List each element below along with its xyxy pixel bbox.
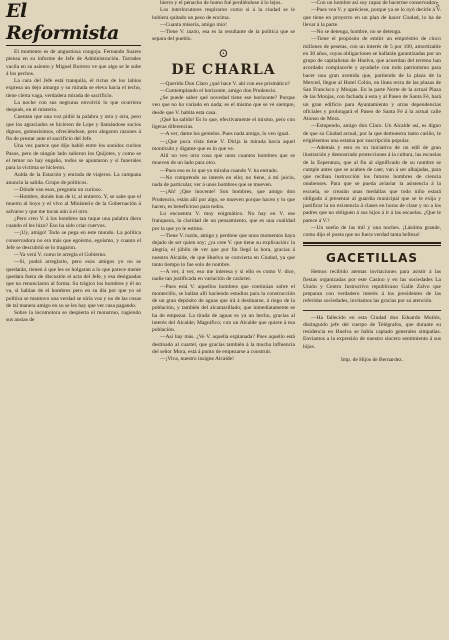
column-3 (303, 0, 441, 364)
paragraph: Aulda de la Estación y entrada de viajeros. La campana anuncia la salida. Grupo de políticos. (6, 172, 141, 186)
news-brief: Hemos recibido atentas invitaciones para asistir á las fiestas organizadas por este Casino y en las sociedades La Unión y Centro Instructivo republicano Galle Zalvo que preparan con verdadero interés á los presidentes de las referidas sociedades, invitamos las gracias por su atención. (303, 269, 441, 305)
column-2 (152, 0, 295, 363)
section-rule (303, 242, 441, 246)
paragraph: —No comprendo su interés en ello; no tiene, á mí juicio, nada de particular, ver á unos hombres que se mueven. (152, 174, 295, 188)
paragraph: —Además y esto es su iniciativa de un edil de gran ilustración y demostrado protecciones á la cultura, las escuelas de la Esperanza, que al fin al significado de su nombre se cumple antes que se acaben de caer, van á ser alhajadas, para que reciban instrucción los futuros hombres de ciencia onubenses. Para que se pueda aviariar la asistencia á la escuela, se crearán unas medallas que todo niño estará obligado á presentar al guardia municipal que se le exija y justificar la no existencia á clases en horas de clase y no a los padres que no obliguen á sus hijos á ir á las escuelas. ¿Que le parece á V.? (303, 145, 441, 224)
paragraph: —Pues está V. aquellos hombres que continúan sobre el montecillo, se hallan allí haciendo estudios para la construcción de un gran depósito de aguas que irá á destinarse, á riego de la población, y también del alcantarillado; que inmediatamente se ha de empezar. La tirada de aguas es ya un hecho, gracias al interés del Alcalde; Magnífico; con un Alcalde que quiere á esa población. (152, 283, 295, 333)
paragraph: —Si, podrá arreglarlo, pero esos amigos yo no se quedarán, tienen á que les se holgaran a lo que parece mente quedara fuera de discusión el acta del Jefe, y esa designadas que no renunciaron al forma. Su trágico los hombres y él no va, si hablan de el hombres pero en su dia por que yo sé política se mantuvo una verdad se oiría voz y no de las cosas de tal manera amigo en su se les hay que ver casa pagando. (6, 259, 141, 309)
paragraph: La cara del Jefe está tranquila, el rictus de los labios expresa un dejo amargo y su mirada se eleva hacia el techo, tiene cierta vaga, verdadera mirada de sacrificio. (6, 78, 141, 99)
paragraph: ¡Qué ha salido! Es lo que, efectivamente el mismo, pero con ligeras diferencias. (152, 116, 295, 130)
paragraph: —¡Viva, nuestro insigne Alcalde! (160, 356, 234, 362)
paragraph: El momento es de angustiosa congoja. Fernando Suares piensa en su informe de Jefe de Administración. Tarrades vacila en su asiento y Miguel Borrero ve que algo se le sube á los pechos. (6, 49, 141, 77)
paragraph: —¿Que poca vista tiene V. Dirija la mirada hacia aquel montículo y dígame que es lo que ve. (152, 138, 295, 152)
paragraph: —Así hay más. ¿Ve V. aquella explanada? Pues aquello está destinado al cuartel, que gracias también á la mucha influencia del señor Mora, está á punto de empezarse a construir. (152, 334, 295, 355)
printer-imprint: Imp. de Hijos de Bernardez. (340, 356, 403, 363)
masthead-title: El Reformista (6, 0, 119, 44)
paragraph: —Con un hombre así soy capaz de hacerme conservador. (311, 0, 437, 6)
paragraph: —Tiene V. razón, amigo y perdone que unos momentos haya dejado de ser quien soy; ¿ya cree V. que tiene su explicación: la alegría, el júbilo de ver que por fin llegó la hora, gracias á nuestro Alcalde, de que Huelva se convierta en Ciudad, ya que tanto tiempo lo fue solo de nombre. (152, 232, 295, 268)
paragraph: Una vez parece que dijo habló entre los sonidos cuchos Pasos, pero de ningún lado salieron los Quijotes, y como se el temor no hay engaño, todos se apuntaron y si funerales para la víctima se hicieron. (6, 143, 141, 171)
paragraph: ¿Pero creo V. á los hombres tan tuque una palabra diera cuando el les hizo? Eso ha sido criar cuervos. (6, 215, 141, 229)
paragraph: —Hombre, donde han de ir, al entierro. Y, se sabe que el muerto al hoyo y el vivo al Ministerio de la Gobernación á salvarse y que me tocan aún á el otro. (6, 194, 141, 215)
paragraph: Allí no veo otra cosa que unos cuantos hombres que se mueven de un lado para otro. (152, 153, 295, 167)
paragraph: —A ver, dame los gemelos. Pues nada amigo, lo veo igual. (160, 131, 290, 138)
paragraph: —A ver, á ver, eso me interesa y si ello es como V. dice, nadie tan justificada en variación de carácter. (152, 269, 295, 283)
paragraph: Sobre la locomotora se despierta el monstruo, rugiendo sus ansias de (6, 310, 141, 324)
paragraph: —Querido Don Claro ¿qué hace V. ahí con ese prismático? (160, 80, 290, 87)
paragraph: —Cuanta miseria, amigo mío! (160, 21, 227, 28)
paragraph: —Un sueño de las mil y una noches. ¡Lástima grande, como dijo el poeta que no fuera verdad tanta belleza! (303, 224, 441, 238)
paragraph: Los interlocutores respiraron como si á la ciudad se le hubiera quitado un peso de encima. (152, 7, 295, 21)
paragraph: Cuentan que una voz pidió la palabra y otra y otra, pero que los agraciados se hicieron de Lepe y llamándose sucios dignos, gomosísimos, ofreciéndose, pero alegaron razones á fin de prestar ante el sacrificio del Jefe. (6, 114, 141, 142)
paragraph: —Ya verá V. como le arregla el Gobierno. (14, 252, 107, 258)
paragraph: —Pues eso es lo que yo miraba cuando V. ha entrado. (160, 167, 279, 174)
news-brief: —Ha fallecido en esta Ciudad don Eduardo Mutlós, distinguido jefe del cuerpo de Telégrafos, que durante su residencia en Huelva se había captado generales simpatías. Enviamos a la expresión de nuestro sincero sentimiento á sus hijos. (303, 314, 441, 350)
section-heading: DE CHARLA (171, 61, 276, 78)
paragraph: —Contemplando el horizonte, amigo don Prudencio. (160, 87, 277, 94)
masthead-rule (6, 45, 141, 46)
ornament-icon: ⊙ (218, 45, 229, 60)
paragraph: —Estupendo, amigo don Claro. Un Alcalde así, es digno de que su Ciudad actual, por la que demuestra tanto cariño, le erigiésemos una estatua por suscripción popular. (303, 123, 441, 144)
paragraph: —Tiene el propósito de emitir un empréstito de cinco millones de pesetas, con un interés de 5 por 100, amortizable en 30 años, cuyas obligaciones se hallarán garantizadas por un grupo de capitalistas de Huelva, que acuerdan del terreno han acordado complacerle y ayudarle con todo patriotismo para hacer una gran avenida que, partiendo de la plaza de la Merced, llegue al Hotel Colón, en línea recta de las plazas de San Francisco y Moujas. En la parte Norte de la actual Plaza de las Monjas, con fachada á esta y al Paseo de Santa Fé, hará un gran edificio para Ayuntamiento y otras dependencias oficiales y prolongará el Paseo de Santa Fé á la actual calle Alonso de Mora. (303, 36, 441, 122)
paragraph: —Pues vea V. y apréciese, porque ya se lo oyó decirle á V. que tiene en proyecto en un plan de hacer Ciudad, lo ha de llevar á la parte. (303, 7, 441, 28)
paragraph: ¿Se puede saber qué novedad tiene ese horizonte? Porque veo que no ha variado en nada; es el mismo que se vé siempre, desde que V. habita esta casa. (152, 95, 295, 116)
paragraph: —Tiene V. razón, esa es la resultante de la política que se separa del pueblo. (152, 29, 295, 43)
paragraph: hierro y el penacho de humo fué perdiéndose á lo lejos. (160, 0, 282, 6)
paragraph: —¡Uy, amigo! Todo se pega en este mundo. La política conservadora no era más que egoísmo, egoísmo, y cuanto el Jefe se descubrió se lo tragaron. (6, 230, 141, 251)
divider (303, 310, 441, 311)
paragraph: —No se detenga, hombre, no se detenga. (311, 29, 402, 35)
column-1 (6, 0, 141, 325)
paragraph: La noche con sus negruras envolvió lo que ocurriera después, en el misterio. (6, 99, 141, 113)
paragraph: —Dónde van esos, pregunta un curioso. (14, 186, 103, 193)
section-heading-gacetillas: GACETILLAS (325, 251, 418, 266)
paragraph: Lo encuentra V. muy enigmático. No hay en V. ese franqueza, la claridad de un pensamiento, que es una cualidad por la que yo le estimo. (152, 211, 295, 232)
paragraph: —¡Ah! ¡Que inocente! Son hombres, que amigo don Prudencio, están allí por algo, se mueven porque hacen y lo que hacen, es beneficioso para todos. (152, 189, 295, 210)
page-number: 5 (435, 1, 439, 9)
